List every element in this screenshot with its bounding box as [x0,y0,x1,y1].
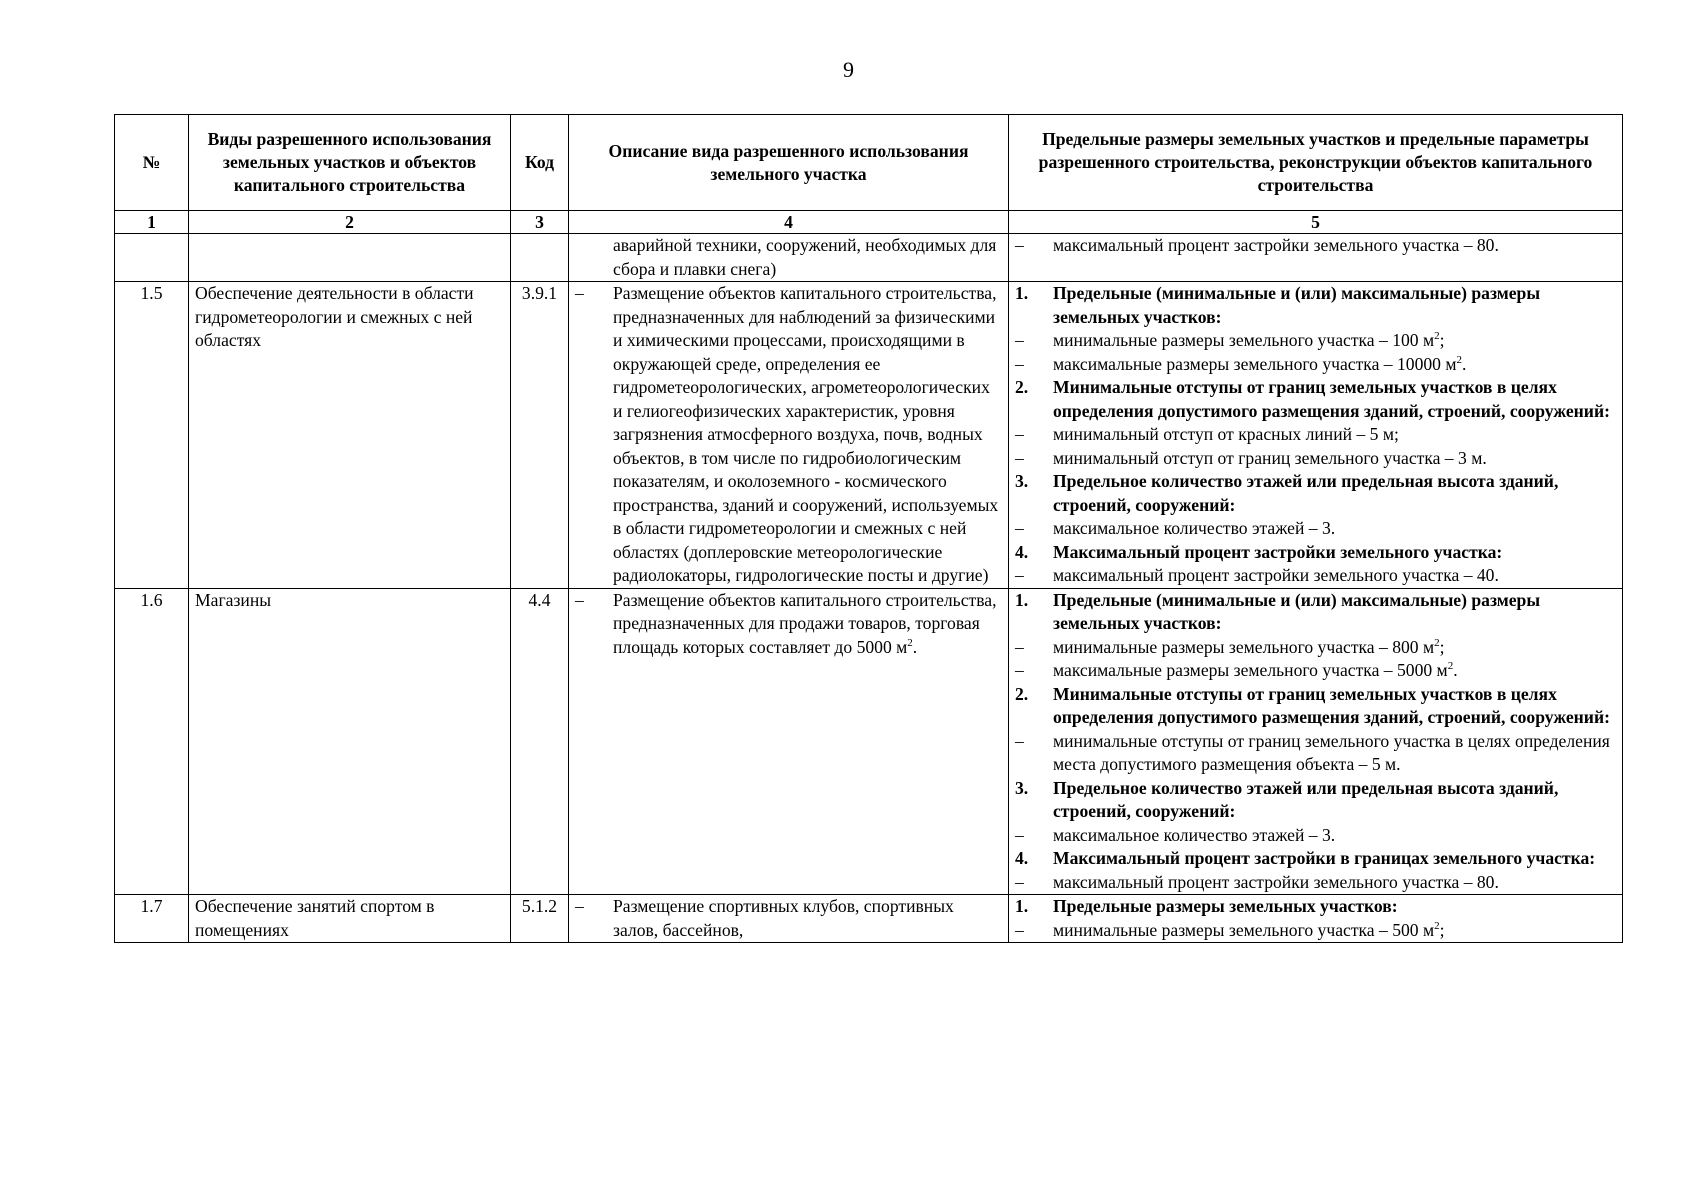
limit-item [1015,847,1616,871]
list-mark: 2. [1015,683,1029,704]
table-row [115,895,1623,943]
list-mark: – [1015,824,1024,845]
limit-item [1015,353,1616,377]
limit-text: максимальный процент застройки земельного участка – 40. [1053,565,1499,585]
list-mark: 4. [1015,541,1029,562]
row-type: Обеспечение занятий спортом в помещениях [189,895,511,943]
row-description-cell [569,895,1009,943]
row-description-cell [569,282,1009,589]
column-number: 5 [1009,211,1623,234]
column-number: 3 [511,211,569,234]
limit-item [1015,871,1616,895]
list-mark: 3. [1015,471,1029,491]
list-mark: – [1015,919,1024,940]
list-mark: – [1015,871,1024,892]
limit-text: максимальное количество этажей – 3. [1053,518,1336,538]
list-mark: 3. [1015,777,1029,798]
column-number-row [115,211,1623,234]
limit-text: Предельное количество этажей или предельная высота зданий, строений, сооружений: [1053,777,1559,821]
limit-text: Предельные (минимальные и (или) максимальные) размеры земельных участков: [1053,589,1541,633]
superscript: 2 [1434,919,1440,932]
superscript: 2 [1434,636,1440,649]
list-mark: – [1015,353,1024,374]
header-type: Виды разрешенного использования земельных участков и объектов капитального строительства [189,115,511,211]
list-mark: – [1015,518,1024,538]
list-mark: 1. [1015,589,1029,610]
limit-item [1015,730,1616,777]
limit-text: максимальные размеры земельного участка – 10000 $м^2$. [1053,353,1467,374]
header-code: Код [511,115,569,211]
row-limits-cell [1009,895,1623,943]
header-limits: Предельные размеры земельных участков и предельные параметры разрешенного строительства, реконструкции объектов капитального строительства [1009,115,1623,211]
limit-item [1015,919,1616,943]
header-row [115,115,1623,211]
row-limits-cell [1009,588,1623,895]
continuation-limit: максимальный процент застройки земельного участка – 80. [1053,235,1499,255]
row-limits-cell [1009,282,1623,589]
column-number: 4 [569,211,1009,234]
row-type: Магазины [189,588,511,895]
list-mark: – [575,589,584,610]
limit-item [1015,282,1616,329]
list-mark: – [575,283,584,303]
limit-item [1015,564,1616,588]
limit-item [1015,777,1616,824]
limit-text: минимальный отступ от красных линий – 5 м; [1053,424,1399,444]
list-mark: – [1015,730,1024,751]
list-mark: – [1015,636,1024,657]
list-mark: 1. [1015,896,1029,916]
limit-item [1015,376,1616,423]
limit-text: максимальный процент застройки земельного участка – 80. [1053,871,1499,892]
limit-item [1015,470,1616,517]
row-description: Размещение объектов капитального строительства, предназначенных для наблюдений за физическими и химическими процессами, происходящими в окружающей среде, определения ее гидрометеорологических, агрометеорологических и гелиогеофизических характеристик, уровня загрязнения атмосферного воздуха, почв, водных объектов, в том числе по гидробиологическим показателям, и околоземного - космического пространства, зданий и сооружений, используемых в области гидрометеорологии и смежных с ней областях (доплеровские метеорологические радиолокаторы, гидрологические посты и другие) [613,283,999,585]
column-number: 1 [115,211,189,234]
row-number: 1.6 [115,588,189,895]
list-mark: 2. [1015,377,1029,397]
limit-item [1015,541,1616,565]
row-code: 5.1.2 [511,895,569,943]
list-mark: – [1015,447,1024,468]
row-number: 1.5 [115,282,189,589]
list-mark: – [1015,424,1024,444]
list-mark: – [1015,660,1024,680]
limit-item [1015,329,1616,353]
limit-text: Минимальные отступы от границ земельных участков в целях определения допустимого размещения зданий, строений, сооружений: [1053,683,1610,727]
superscript: 2 [1447,660,1454,673]
limit-text: минимальные размеры земельного участка – 100 $м^2$; [1053,330,1445,350]
limit-item [1015,423,1616,447]
page-number: 9 [843,57,854,82]
column-number: 2 [189,211,511,234]
table-row [115,588,1623,895]
limit-item [1015,824,1616,848]
list-mark: – [1015,330,1024,350]
row-description: Размещение объектов капитального строительства, предназначенных для продажи товаров, торговая площадь которых составляет до 5000 $м^2$. [613,589,997,657]
limit-item [1015,895,1616,919]
limit-text: Предельное количество этажей или предельная высота зданий, строений, сооружений: [1053,471,1559,515]
limit-text: минимальные отступы от границ земельного участка в целях определения места допустимого размещения объекта – 5 м. [1053,730,1610,774]
list-mark: – [1015,235,1024,255]
row-number: 1.7 [115,895,189,943]
limit-text: Минимальные отступы от границ земельных участков в целях определения допустимого размещения зданий, строений, сооружений: [1053,377,1610,421]
limit-item [1015,447,1616,471]
limit-text: Предельные (минимальные и (или) максимальные) размеры земельных участков: [1053,283,1541,327]
limit-text: Максимальный процент застройки земельного участка: [1053,541,1503,562]
list-mark: 4. [1015,848,1029,868]
superscript: 2 [1434,330,1440,343]
land-use-table [114,114,1623,943]
list-mark: – [1015,565,1024,585]
superscript: 2 [1456,353,1462,366]
limit-text: максимальное количество этажей – 3. [1053,824,1336,845]
limit-text: Предельные размеры земельных участков: [1053,896,1398,916]
limit-item [1015,683,1616,730]
list-mark: – [575,896,584,916]
limit-text: Максимальный процент застройки в границах земельного участка: [1053,848,1596,868]
list-mark: 1. [1015,283,1029,303]
continuation-description: аварийной техники, сооружений, необходимых для сбора и плавки снега) [613,235,997,279]
row-type: Обеспечение деятельности в области гидрометеорологии и смежных с ней областях [189,282,511,589]
limit-item [1015,517,1616,541]
limit-item [1015,636,1616,660]
limit-text: минимальные размеры земельного участка – 800 $м^2$; [1053,636,1445,657]
header-description: Описание вида разрешенного использования земельного участка [569,115,1009,211]
row-code: 4.4 [511,588,569,895]
limit-text: минимальный отступ от границ земельного участка – 3 м. [1053,447,1487,468]
continuation-row [115,234,1623,282]
row-description: Размещение спортивных клубов, спортивных залов, бассейнов, [613,896,954,940]
row-description-cell [569,588,1009,895]
superscript: 2 [907,636,913,649]
limit-text: минимальные размеры земельного участка – 500 $м^2$; [1053,919,1445,940]
limit-item [1015,659,1616,683]
limit-item [1015,589,1616,636]
row-code: 3.9.1 [511,282,569,589]
table-row [115,282,1623,589]
limit-text: максимальные размеры земельного участка – 5000 $м^2$. [1053,660,1458,680]
header-num: № [115,115,189,211]
